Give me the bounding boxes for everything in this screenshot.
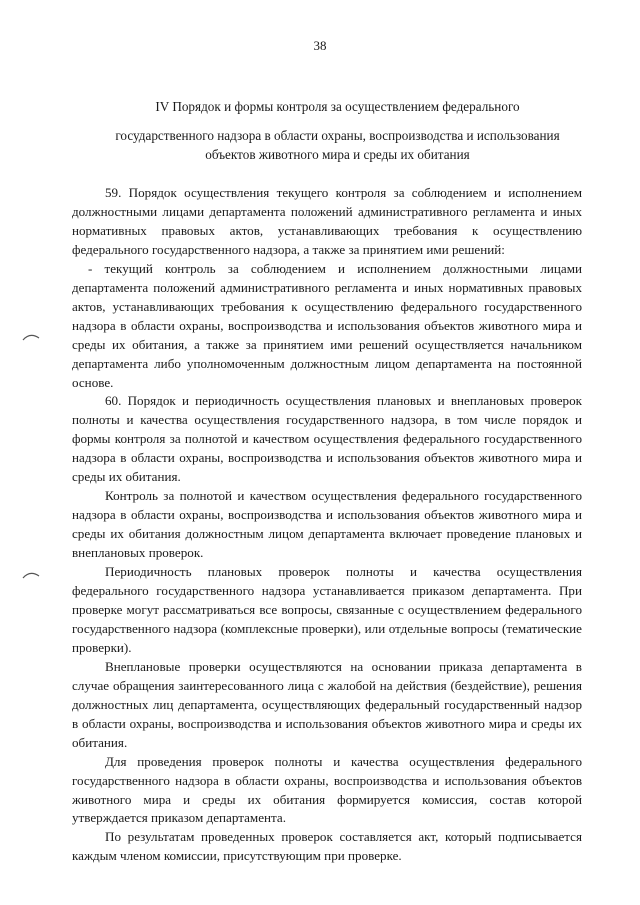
paragraph-control-scope: Контроль за полнотой и качеством осуществления федерального государственного надзора в области охраны, воспроизводства и использования объектов животного мира и среды их обитания должностным лицом департамента включает проведение плановых и внеплановых проверок.	[72, 488, 582, 561]
section-heading-line-2: государственного надзора в области охраны, воспроизводства и использования объектов животного мира и среды их обитания	[115, 128, 560, 162]
punch-hole-mark-icon	[22, 332, 40, 342]
paragraph-59: 59. Порядок осуществления текущего контроля за соблюдением и исполнением должностными лицами департамента положений административного регламента и иных нормативных правовых актов, устанавливающих требования к осуществлению федерального государственного надзора, а также за принятием ими решений:	[72, 185, 582, 257]
page-number: 38	[313, 38, 327, 53]
punch-hole-mark-icon	[22, 570, 40, 580]
paragraph-unplanned-checks: Внеплановые проверки осуществляются на основании приказа департамента в случае обращения заинтересованного лица с жалобой на действия (бездействие), решения должностных лиц департамента, осуществляющих федеральный государственный надзор в области охраны, воспроизводства и использования объектов животного мира и среды их обитания.	[72, 658, 582, 750]
paragraph-current-control: - текущий контроль за соблюдением и исполнением должностными лицами департамента положений административного регламента и иных нормативных правовых актов, устанавливающих требования к осуществлению федерального государственного надзора в области охраны, воспроизводства и использования объектов животного мира и среды их обитания, а также за принятием ими решений осуществляется начальником департамента либо уполномоченным должностным лицом департамента на постоянной основе.	[72, 260, 582, 390]
paragraph-commission: Для проведения проверок полноты и качества осуществления федерального государственного надзора в области охраны, воспроизводства и использования объектов животного мира и среды их обитания формируется комиссия, состав которой утверждается приказом департамента.	[72, 753, 582, 826]
paragraph-results-act: По результатам проведенных проверок составляется акт, который подписывается каждым членом комиссии, присутствующим при проверке.	[72, 829, 582, 864]
paragraph-60: 60. Порядок и периодичность осуществления плановых и внеплановых проверок полноты и качества осуществления государственного надзора, в том числе порядок и формы контроля за полнотой и качеством осуществления федерального государственного надзора в области охраны, воспроизводства и использования объектов животного мира и среды их обитания.	[72, 393, 582, 485]
body-text	[72, 184, 582, 866]
section-heading-line-1: IV Порядок и формы контроля за осуществлением федерального	[155, 99, 520, 114]
paragraph-planned-checks: Периодичность плановых проверок полноты и качества осуществления федерального государственного надзора устанавливается приказом департамента. При проверке могут рассматриваться все вопросы, связанные с осуществлением федерального государственного надзора (комплексные проверки), или отдельные вопросы (тематические проверки).	[72, 564, 582, 655]
